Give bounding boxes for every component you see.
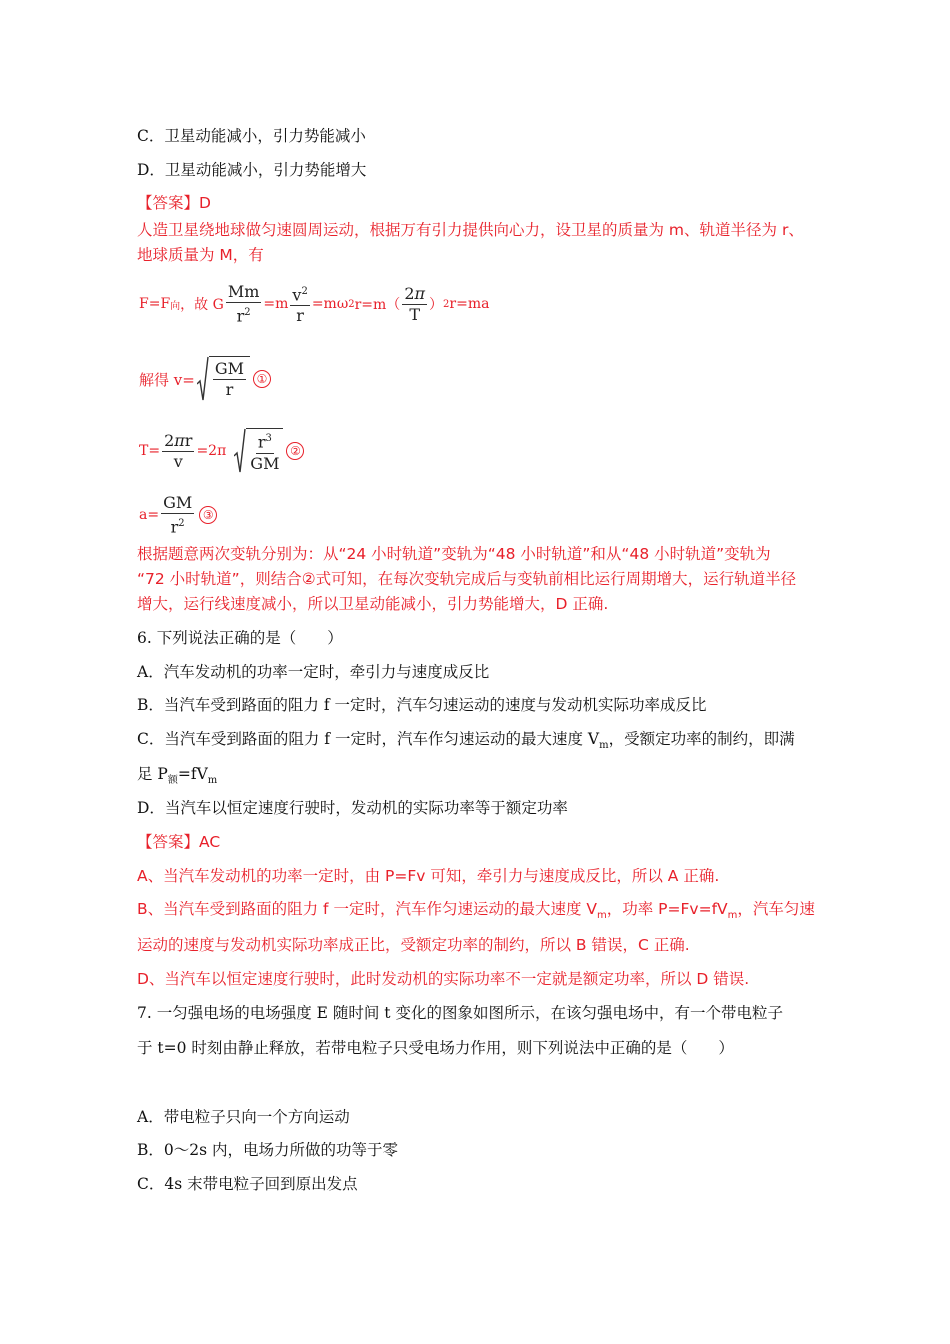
answer-value: AC: [199, 833, 221, 851]
q5-option-c: C．卫星动能减小，引力势能减小: [137, 127, 366, 145]
q6-explanation-b-line2: 运动的速度与发动机实际功率成正比，受额定功率的制约，所以 B 错误，C 正确.: [137, 936, 690, 954]
circled-number-1: ①: [253, 370, 271, 388]
q5-option-d: D．卫星动能减小，引力势能增大: [137, 161, 367, 179]
sqrt-gm-r: $\frac{GM}{r}$: [197, 356, 250, 402]
formula-text: T=: [139, 443, 161, 459]
text: =fV: [177, 765, 208, 783]
q6-explanation-a: A、当汽车发动机的功率一定时，由 P=Fv 可知，牵引力与速度成反比，所以 A 正确.: [137, 867, 720, 885]
q5-explanation-4: “72 小时轨道”，则结合②式可知，在每次变轨完成后与变轨前相比运行周期增大，运行轨道半径: [137, 570, 797, 588]
formula-text: F=F: [139, 296, 171, 313]
subscript: m: [727, 910, 738, 922]
q7-option-c: C．4s 末带电粒子回到原出发点: [137, 1175, 358, 1193]
formula-text: =mω: [311, 296, 349, 313]
formula-text: =2π: [196, 443, 227, 459]
formula-text: r=ma: [449, 296, 490, 313]
formula-subscript: 向: [170, 300, 181, 312]
formula-text: 解得 v=: [139, 370, 195, 389]
q5-formula-period: [139, 428, 304, 474]
q5-explanation-2: 地球质量为 M，有: [137, 246, 264, 264]
fraction-gm-r2: $\frac{GM}{r^2}$: [163, 493, 193, 537]
q6-answer: [137, 832, 220, 852]
q7-stem-line2: 于 t=0 时刻由静止释放，若带电粒子只受电场力作用，则下列说法中正确的是（ ）: [137, 1039, 734, 1057]
text: C．当汽车受到路面的阻力 f 一定时，汽车作匀速运动的最大速度 V: [137, 730, 600, 748]
q5-formula-acceleration: [139, 494, 217, 536]
text: ，受额定功率的制约，即满: [608, 730, 795, 748]
circled-number-3: ③: [199, 506, 217, 524]
formula-text: =m: [263, 296, 289, 313]
q6-option-c-line2: [137, 764, 217, 791]
q7-option-b: B．0～2s 内，电场力所做的功等于零: [137, 1141, 398, 1159]
formula-text: ，故 G: [180, 297, 224, 314]
answer-tag: 【答案】: [137, 194, 200, 212]
fraction-2pi-t: $\frac{2\pi}{T}$: [404, 283, 426, 324]
q7-stem-line1: 7. 一匀强电场的电场强度 E 随时间 t 变化的图象如图所示，在该匀强电场中，有一个带电粒子: [137, 1004, 783, 1022]
subscript: m: [207, 775, 218, 787]
q6-option-a: A．汽车发动机的功率一定时，牵引力与速度成反比: [137, 663, 490, 681]
q6-option-b: B．当汽车受到路面的阻力 f 一定时，汽车匀速运动的速度与发动机实际功率成反比: [137, 696, 707, 714]
answer-tag: 【答案】: [137, 833, 200, 851]
subscript: m: [596, 910, 607, 922]
q5-explanation-5: 增大，运行线速度减小，所以卫星动能减小，引力势能增大，D 正确.: [137, 595, 609, 613]
formula-text: a=: [139, 507, 160, 524]
text: ，汽车匀速: [737, 900, 815, 918]
q5-explanation-1: 人造卫星绕地球做匀速圆周运动，根据万有引力提供向心力，设卫星的质量为 m、轨道半径为 r、: [137, 221, 804, 239]
answer-value: D: [199, 194, 211, 212]
text: ，功率 P=Fv=fV: [606, 900, 728, 918]
q6-stem: 6. 下列说法正确的是（ ）: [137, 629, 343, 647]
q5-explanation-3: 根据题意两次变轨分别为：从“24 小时轨道”变轨为“48 小时轨道”和从“48 小时轨道”变轨为: [137, 545, 771, 563]
q5-formula-velocity: [139, 356, 271, 402]
subscript: m: [599, 740, 609, 752]
q7-option-a: A．带电粒子只向一个方向运动: [137, 1108, 350, 1126]
circled-number-2: ②: [286, 442, 304, 460]
q6-explanation-b-line1: [137, 899, 815, 926]
q5-formula-force: F=F 向 ，故 G $\frac{Mm}{r^2}$ =m $\frac{v^2}{r}$ =mω 2 r=m（ $\frac{2\pi}{T}$ ） 2 r=ma: [139, 282, 490, 326]
fraction-v2-r: $\frac{v^2}{r}$: [290, 283, 309, 325]
q5-answer: [137, 193, 211, 213]
sqrt-r3-gm: $\frac{r^3}{GM}$: [234, 428, 283, 474]
formula-text: ）: [429, 297, 444, 314]
subscript: 额: [167, 775, 178, 787]
fraction-2pir-v: $\frac{2\pi r}{v}$: [164, 430, 193, 471]
formula-text: r=m（: [354, 297, 401, 314]
q6-option-d: D．当汽车以恒定速度行驶时，发动机的实际功率等于额定功率: [137, 799, 568, 817]
text: B、当汽车受到路面的阻力 f 一定时，汽车作匀速运动的最大速度 V: [137, 900, 597, 918]
q6-option-c-line1: [137, 729, 795, 756]
text: 足 P: [137, 765, 168, 783]
q6-explanation-d: D、当汽车以恒定速度行驶时，此时发动机的实际功率不一定就是额定功率，所以 D 错误.: [137, 970, 750, 988]
fraction-mm-r2: $\frac{Mm}{r^2}$: [227, 282, 260, 326]
